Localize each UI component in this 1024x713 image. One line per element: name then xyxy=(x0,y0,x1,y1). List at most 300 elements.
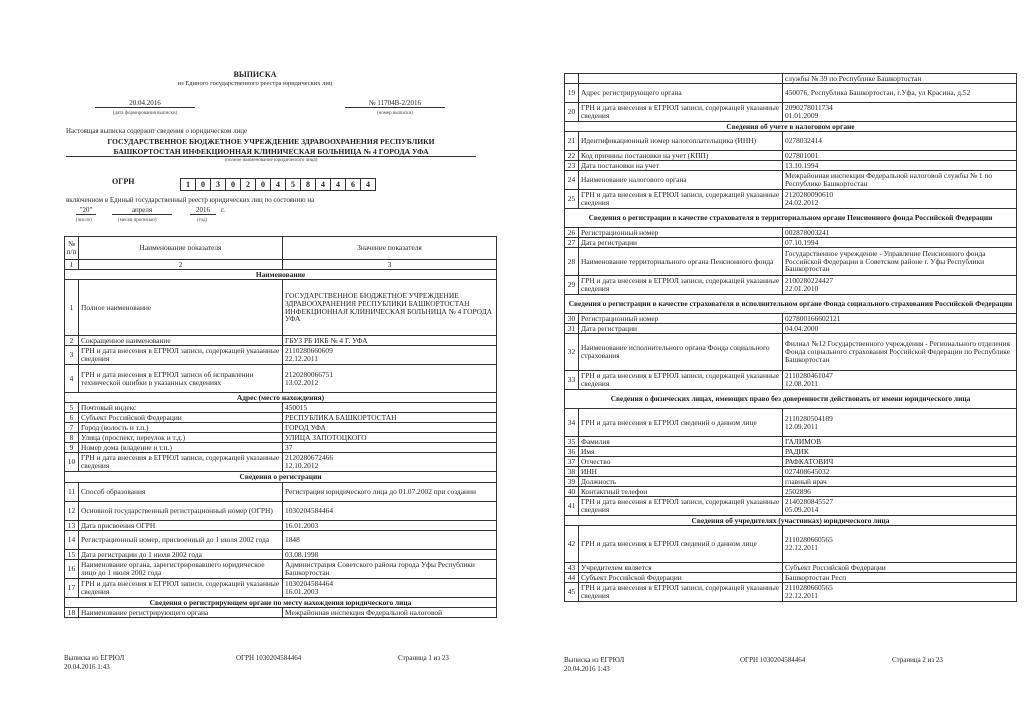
org-name-caption: (полное наименование юридического лица) xyxy=(224,158,318,163)
indicator-name: Дата регистрации xyxy=(579,324,783,334)
row-number: 13 xyxy=(65,521,79,531)
section-heading: Сведения о регистрирующем органе по месту нахождения юридического лица xyxy=(65,598,497,608)
value-date: 01.01.2009 xyxy=(785,111,819,120)
table-row xyxy=(565,497,1017,516)
row-number: 19 xyxy=(565,84,579,103)
section-heading: Сведения о регистрации в качестве страхователя в территориальном органе Пенсионного фонда Российской Федерации xyxy=(565,209,1017,228)
table-row xyxy=(565,437,1017,447)
indicator-value xyxy=(283,608,497,618)
indicator-name: Код причины постановки на учет (КПП) xyxy=(579,151,783,161)
indicator-value xyxy=(783,437,1017,447)
table-row xyxy=(65,560,497,579)
indicator-name: ГРН и дата внесения в ЕГРЮЛ записи, содержащей указанные сведения xyxy=(579,371,783,390)
indicator-value xyxy=(783,447,1017,457)
column-header-name: Наименование показателя xyxy=(79,237,283,260)
indicator-name: Регистрационный номер, присвоенный до 1 июля 2002 года xyxy=(79,531,283,550)
footer-ogrn: ОГРН 1030204584464 xyxy=(740,656,806,664)
row-number: 31 xyxy=(565,324,579,334)
row-number: 22 xyxy=(565,151,579,161)
row-number: 30 xyxy=(565,314,579,324)
row-number: 17 xyxy=(65,579,79,598)
indicator-name: ГРН и дата внесения в ЕГРЮЛ записи, содержащей указанные сведения xyxy=(79,579,283,598)
value-text: 1848 xyxy=(285,535,300,544)
table-row xyxy=(565,276,1017,295)
table-row xyxy=(65,531,497,550)
section-row xyxy=(65,472,497,483)
indicator-name xyxy=(579,74,783,84)
indicator-value xyxy=(783,103,1017,122)
value-date: 12.10.2012 xyxy=(285,461,319,470)
section-row xyxy=(65,598,497,608)
indicator-name: Номер дома (владение и т.п.) xyxy=(79,443,283,453)
row-number: 37 xyxy=(565,457,579,467)
value-date: 12.09.2011 xyxy=(785,421,818,431)
indicator-name: Должность xyxy=(579,477,783,487)
table-row xyxy=(65,280,497,336)
extract-date: 20.04.2016 xyxy=(95,100,195,108)
table-row xyxy=(565,487,1017,497)
row-number: 44 xyxy=(565,573,579,583)
column-index: 3 xyxy=(283,260,497,270)
date-month-caption: (месяц прописью) xyxy=(118,218,157,223)
ogrn-digit: 0 xyxy=(195,178,210,191)
indicator-value xyxy=(783,132,1017,151)
indicator-name: Имя xyxy=(579,447,783,457)
value-text: 03.08.1998 xyxy=(285,549,319,559)
value-date: 22.01.2010 xyxy=(785,284,819,293)
row-number: 11 xyxy=(65,483,79,502)
section-row xyxy=(565,390,1017,409)
indicator-value xyxy=(283,336,497,346)
indicator-value xyxy=(783,477,1017,487)
row-number: 25 xyxy=(565,190,579,209)
row-number: 23 xyxy=(565,161,579,171)
table-header-row xyxy=(65,237,497,260)
indicator-value xyxy=(783,74,1017,84)
indicator-name: ГРН и дата внесения в ЕГРЮЛ записи, содержащей указанные сведения xyxy=(579,276,783,295)
table-row xyxy=(565,583,1017,602)
value-date: 13.02.2012 xyxy=(285,377,319,387)
value-date: 05.09.2014 xyxy=(785,505,819,514)
value-text: 2110280660609 xyxy=(285,346,333,356)
row-number: 8 xyxy=(65,433,79,443)
table-row xyxy=(65,413,497,423)
indicator-name: Субъект Российской Федерации xyxy=(579,573,783,583)
ogrn-digit: 8 xyxy=(300,178,315,191)
table-row xyxy=(565,477,1017,487)
row-number: 6 xyxy=(65,413,79,423)
table-row xyxy=(65,365,497,393)
row-number: 21 xyxy=(565,132,579,151)
value-date: 12.08.2011 xyxy=(785,379,818,388)
table-row xyxy=(565,371,1017,390)
indicator-name: Учредителем является xyxy=(579,563,783,573)
row-number: 28 xyxy=(565,248,579,276)
row-number: 32 xyxy=(565,334,579,371)
section-heading: Наименование xyxy=(65,270,497,280)
value-date: 24.02.2012 xyxy=(785,198,819,207)
column-index: 1 xyxy=(65,260,79,270)
value-text: 027800166602121 xyxy=(785,313,841,323)
indicator-name: Наименование регистрирующего органа xyxy=(79,608,283,618)
ogrn-digit: 5 xyxy=(285,178,300,191)
value-text: 2110280660565 xyxy=(785,535,833,545)
ogrn-label: ОГРН xyxy=(112,177,135,186)
row-number: 40 xyxy=(565,487,579,497)
value-text: Башкортостан Респ xyxy=(785,572,847,582)
indicator-value xyxy=(283,531,497,550)
value-text: 37 xyxy=(285,442,293,452)
indicator-name: Улица (проспект, переулок и т.д.) xyxy=(79,433,283,443)
indicator-value xyxy=(783,171,1017,190)
table-row xyxy=(565,161,1017,171)
indicator-value xyxy=(783,190,1017,209)
section-heading: Сведения об учете в налоговом органе xyxy=(565,122,1017,132)
table-row xyxy=(65,443,497,453)
section-heading: Сведения о физических лицах, имеющих право без доверенности действовать от имени юридического лица xyxy=(565,390,1017,409)
indicator-value xyxy=(283,433,497,443)
extract-date-caption: (дата формирования выписки) xyxy=(112,111,178,116)
value-text: ГОСУДАРСТВЕННОЕ БЮДЖЕТНОЕ УЧРЕЖДЕНИЕ ЗДРАВООХРАНЕНИЯ РЕСПУБЛИКИ БАШКОРТОСТАН ИНФЕКЦИОННАЯ КЛИНИЧЕСКАЯ БОЛЬНИЦА № 4 ГОРОДА УФА xyxy=(285,290,493,324)
indicator-name: Основной государственный регистрационный номер (ОГРН) xyxy=(79,502,283,521)
table-row xyxy=(565,457,1017,467)
table-row xyxy=(65,502,497,521)
value-text: Государственное учреждение - Управление Пенсионного фонда Российской Федерации в Советском районе г. Уфы Республики Башкортостан xyxy=(785,248,986,274)
footer-ogrn: ОГРН 1030204584464 xyxy=(236,654,302,662)
value-date: 16.01.2003 xyxy=(285,587,319,596)
value-text: 2090278011734 xyxy=(785,103,833,113)
indicator-value xyxy=(783,161,1017,171)
ogrn-digit: 0 xyxy=(225,178,240,191)
table-row xyxy=(565,324,1017,334)
value-text: 1030204584464 xyxy=(285,579,334,589)
indicator-name: Наименование налогового органа xyxy=(579,171,783,190)
table-row xyxy=(565,447,1017,457)
value-text: Межрайонная инспекция Федеральной налоговой xyxy=(285,607,443,617)
indicator-value xyxy=(283,280,497,336)
row-number: 42 xyxy=(565,526,579,563)
value-text: 13.10.1994 xyxy=(785,160,819,170)
row-number: 18 xyxy=(65,608,79,618)
table-row xyxy=(565,467,1017,477)
intro-text: Настоящая выписка содержит сведения о юридическом лице xyxy=(66,127,248,135)
indicator-value xyxy=(783,497,1017,516)
org-name-line2: БАШКОРТОСТАН ИНФЕКЦИОННАЯ КЛИНИЧЕСКАЯ БОЛЬНИЦА № 4 ГОРОДА УФА xyxy=(66,148,476,157)
column-header-number: № п/п xyxy=(65,237,79,260)
date-day-caption: (число) xyxy=(76,218,92,223)
indicator-name: ГРН и дата внесения в ЕГРЮЛ записи, содержащей указанные сведения xyxy=(579,497,783,516)
indicator-value xyxy=(783,457,1017,467)
table-row xyxy=(65,483,497,502)
table-row xyxy=(565,151,1017,161)
value-text: 2502896 xyxy=(785,486,811,496)
section-heading: Адрес (место нахождения) xyxy=(65,393,497,403)
section-row xyxy=(565,209,1017,228)
footer-left-line1: Выписка из ЕГРЮЛ xyxy=(564,656,625,664)
row-number: 27 xyxy=(565,238,579,248)
row-number: 15 xyxy=(65,550,79,560)
value-text: Субъект Российской Федерации xyxy=(785,562,886,572)
section-row xyxy=(65,393,497,403)
table-row xyxy=(565,334,1017,371)
table-row xyxy=(65,423,497,433)
table-row xyxy=(65,579,497,598)
value-text: 2110280461047 xyxy=(785,371,833,381)
indicator-value xyxy=(783,487,1017,497)
document-subtitle: из Единого государственного реестра юридических лиц xyxy=(177,80,333,87)
page-2 xyxy=(512,0,1024,713)
indicator-value xyxy=(783,248,1017,276)
indicator-value xyxy=(283,521,497,531)
row-number: 29 xyxy=(565,276,579,295)
indicator-name: Дата регистрации xyxy=(579,238,783,248)
indicator-name: ГРН и дата внесения в ЕГРЮЛ записи, содержащей указанные сведения xyxy=(579,190,783,209)
section-row xyxy=(565,295,1017,314)
ogrn-digit: 0 xyxy=(255,178,270,191)
value-text: 2100280224427 xyxy=(785,276,834,286)
table-row xyxy=(65,403,497,413)
indicator-name: Сокращенное наименование xyxy=(79,336,283,346)
indicator-value xyxy=(283,365,497,393)
row-number: 35 xyxy=(565,437,579,447)
value-text: 2140280845527 xyxy=(785,497,834,507)
indicator-name: Дата постановки на учет xyxy=(579,161,783,171)
footer-left-line2: 20.04.2016 1:43 xyxy=(564,665,610,673)
row-number: 16 xyxy=(65,560,79,579)
ogrn-digit: 1 xyxy=(180,178,195,191)
row-number: 14 xyxy=(65,531,79,550)
table-row xyxy=(65,453,497,472)
indicator-value xyxy=(283,483,497,502)
indicator-name: ГРН и дата внесения в ЕГРЮЛ сведений о данном лице xyxy=(579,409,783,437)
indicator-value xyxy=(283,550,497,560)
indicator-value xyxy=(783,228,1017,238)
indicator-name: Регистрационный номер xyxy=(579,228,783,238)
footer-page-number: Страница 2 из 23 xyxy=(892,656,943,664)
row-number: 34 xyxy=(565,409,579,437)
table-row xyxy=(565,563,1017,573)
table-row xyxy=(565,171,1017,190)
row-number: 43 xyxy=(565,563,579,573)
row-number: 9 xyxy=(65,443,79,453)
table-row xyxy=(65,336,497,346)
extract-number: № 11704В-2/2016 xyxy=(345,100,445,108)
table-row xyxy=(565,190,1017,209)
indicator-name: Наименование исполнительного органа Фонда социального страхования xyxy=(579,334,783,371)
indicator-name: Город (волость и т.п.) xyxy=(79,423,283,433)
indicator-value xyxy=(783,238,1017,248)
indicator-name: Фамилия xyxy=(579,437,783,447)
column-index: 2 xyxy=(79,260,283,270)
indicator-name: Дата присвоения ОГРН xyxy=(79,521,283,531)
value-text: 450015 xyxy=(285,402,308,412)
table-row xyxy=(565,84,1017,103)
section-heading: Сведения о регистрации xyxy=(65,472,497,483)
indicator-value xyxy=(783,371,1017,390)
value-text: 027801001 xyxy=(785,150,819,160)
indicator-name: ГРН и дата внесения в ЕГРЮЛ записи, содержащей указанные сведения xyxy=(579,583,783,602)
value-text: службы № 39 по Республике Башкортостан xyxy=(785,73,922,83)
indicator-value xyxy=(783,573,1017,583)
table-row xyxy=(565,248,1017,276)
org-name-line1: ГОСУДАРСТВЕННОЕ БЮДЖЕТНОЕ УЧРЕЖДЕНИЕ ЗДРАВООХРАНЕНИЯ РЕСПУБЛИКИ xyxy=(107,137,435,146)
table-row xyxy=(65,433,497,443)
value-text: Межрайонная инспекция Федеральной налоговой службы № 1 по Республике Башкортостан xyxy=(785,171,993,188)
document-title: ВЫПИСКА xyxy=(233,70,277,79)
value-text: 027408645032 xyxy=(785,466,830,476)
row-number: 4 xyxy=(65,365,79,393)
value-text: 450076, Республика Башкортостан, г.Уфа, ул Красина, д.52 xyxy=(785,88,971,97)
indicator-value xyxy=(283,443,497,453)
value-text: 2110280504189 xyxy=(785,413,833,423)
indicator-value xyxy=(283,413,497,423)
row-number: 3 xyxy=(65,346,79,365)
table-row xyxy=(565,409,1017,437)
indicator-name: Почтовый индекс xyxy=(79,403,283,413)
indicator-name: ИНН xyxy=(579,467,783,477)
indicator-name: ГРН и дата внесения в ЕГРЮЛ записи, содержащей указанные сведения xyxy=(79,346,283,365)
footer-left-line1: Выписка из ЕГРЮЛ xyxy=(64,654,125,662)
value-text: 2120280672466 xyxy=(285,453,334,463)
value-text: УЛИЦА ЗАПОТОЦКОГО xyxy=(285,432,367,442)
ogrn-digit: 4 xyxy=(330,178,345,191)
indicator-name: Субъект Российской Федерации xyxy=(79,413,283,423)
value-date: 22.12.2011 xyxy=(285,354,318,363)
value-text: 1030204584464 xyxy=(285,506,334,515)
indicator-value xyxy=(283,560,497,579)
value-text: Филиал №12 Государственного учреждения - Регионального отделения Фонда социального страхования Российской Федерации по Республике Башкортостан xyxy=(785,339,1010,364)
table-row xyxy=(65,346,497,365)
table-row xyxy=(565,238,1017,248)
indicator-name: ГРН и дата внесения в ЕГРЮЛ сведений о данном лице xyxy=(579,526,783,563)
section-heading: Сведения об учредителях (участниках) юридического лица xyxy=(565,516,1017,526)
indicator-value xyxy=(783,409,1017,437)
section-row xyxy=(565,516,1017,526)
table-row xyxy=(565,103,1017,122)
indicator-value xyxy=(783,324,1017,334)
footer-page-number: Страница 1 из 23 xyxy=(398,654,449,662)
value-text: главный врач xyxy=(785,476,827,486)
value-text: 002878003241 xyxy=(785,227,830,237)
value-text: ГОРОД УФА xyxy=(285,422,326,432)
row-number: 24 xyxy=(565,171,579,190)
value-text: 16.01.2003 xyxy=(285,520,319,530)
extract-table-page-1 xyxy=(64,236,497,618)
indicator-name: Регистрационный номер xyxy=(579,314,783,324)
section-row xyxy=(65,270,497,280)
row-number: 26 xyxy=(565,228,579,238)
indicator-name: Способ образования xyxy=(79,483,283,502)
table-index-row xyxy=(65,260,497,270)
section-heading: Сведения о регистрации в качестве страхователя в исполнительном органе Фонда социального страхования Российской Федерации xyxy=(565,295,1017,314)
row-number: 39 xyxy=(565,477,579,487)
row-number: 36 xyxy=(565,447,579,457)
ogrn-digit-boxes xyxy=(180,175,376,191)
included-text: включенном в Единый государственный реестр юридических лиц по состоянию на xyxy=(66,196,315,204)
row-number: 33 xyxy=(565,371,579,390)
indicator-value xyxy=(783,276,1017,295)
value-text: РАФКАТОВИЧ xyxy=(785,456,834,466)
table-row xyxy=(565,74,1017,84)
value-text: 04.04.2000 xyxy=(785,323,819,333)
table-row xyxy=(565,526,1017,563)
value-date: 22.12.2011 xyxy=(785,543,818,552)
table-row xyxy=(565,132,1017,151)
indicator-name: Идентификационный номер налогоплательщика (ИНН) xyxy=(579,132,783,151)
date-year-caption: (год) xyxy=(197,218,208,223)
value-date: 22.12.2011 xyxy=(785,591,818,600)
row-number: 10 xyxy=(65,453,79,472)
extract-table-page-2 xyxy=(564,73,1017,602)
indicator-value xyxy=(283,453,497,472)
row-number: 38 xyxy=(565,467,579,477)
date-day: "20" xyxy=(76,207,96,215)
ogrn-digit: 4 xyxy=(270,178,285,191)
value-text: Регистрация юридического лица до 01.07.2002 при создании xyxy=(285,487,476,496)
row-number: 5 xyxy=(65,403,79,413)
ogrn-digit: 3 xyxy=(210,178,225,191)
indicator-value xyxy=(783,583,1017,602)
table-row xyxy=(565,314,1017,324)
indicator-name: Наименование территориального органа Пенсионного фонда xyxy=(579,248,783,276)
value-text: РАДИК xyxy=(785,446,809,456)
indicator-value xyxy=(783,563,1017,573)
ogrn-digit: 6 xyxy=(345,178,360,191)
row-number: 45 xyxy=(565,583,579,602)
row-number: 1 xyxy=(65,280,79,336)
indicator-name: Полное наименование xyxy=(79,280,283,336)
indicator-value xyxy=(783,334,1017,371)
value-text: РЕСПУБЛИКА БАШКОРТОСТАН xyxy=(285,412,397,422)
value-text: ГАЛИМОВ xyxy=(785,436,821,446)
date-year: 2016 xyxy=(190,207,216,215)
indicator-value xyxy=(283,502,497,521)
row-number: 2 xyxy=(65,336,79,346)
ogrn-digit: 4 xyxy=(360,178,376,191)
table-row xyxy=(65,550,497,560)
row-number xyxy=(565,74,579,84)
value-text: ГБУЗ РБ ИКБ № 4 Г. УФА xyxy=(285,335,368,345)
indicator-value xyxy=(783,84,1017,103)
indicator-value xyxy=(283,346,497,365)
extract-number-caption: (номер выписки) xyxy=(377,111,413,116)
indicator-value xyxy=(783,467,1017,477)
value-text: 2110280660565 xyxy=(785,583,833,593)
footer-left-line2: 20.04.2016 1:43 xyxy=(64,663,110,671)
indicator-name: Отчество xyxy=(579,457,783,467)
table-row xyxy=(65,608,497,618)
row-number: 20 xyxy=(565,103,579,122)
indicator-value xyxy=(783,151,1017,161)
row-number: 7 xyxy=(65,423,79,433)
value-text: Администрация Советского района города Уфы Республики Башкортостан xyxy=(285,560,475,577)
indicator-name: Адрес регистрирующего органа xyxy=(579,84,783,103)
indicator-name: ГРН и дата внесения в ЕГРЮЛ записи, содержащей указанные сведения xyxy=(579,103,783,122)
table-row xyxy=(565,228,1017,238)
indicator-name: Дата регистрации до 1 июля 2002 года xyxy=(79,550,283,560)
value-text: 07.10.1994 xyxy=(785,237,819,247)
row-number: 12 xyxy=(65,502,79,521)
indicator-name: Контактный телефон xyxy=(579,487,783,497)
section-row xyxy=(565,122,1017,132)
date-year-suffix: г. xyxy=(221,206,225,214)
indicator-value xyxy=(283,403,497,413)
ogrn-digit: 2 xyxy=(240,178,255,191)
indicator-name: ГРН и дата внесения в ЕГРЮЛ записи, содержащей указанные сведения xyxy=(79,453,283,472)
indicator-name: Наименование органа, зарегистрировавшего юридическое лицо до 1 июля 2002 года xyxy=(79,560,283,579)
value-text: 2120280066751 xyxy=(285,369,334,379)
value-text: 2120280090610 xyxy=(785,190,834,200)
